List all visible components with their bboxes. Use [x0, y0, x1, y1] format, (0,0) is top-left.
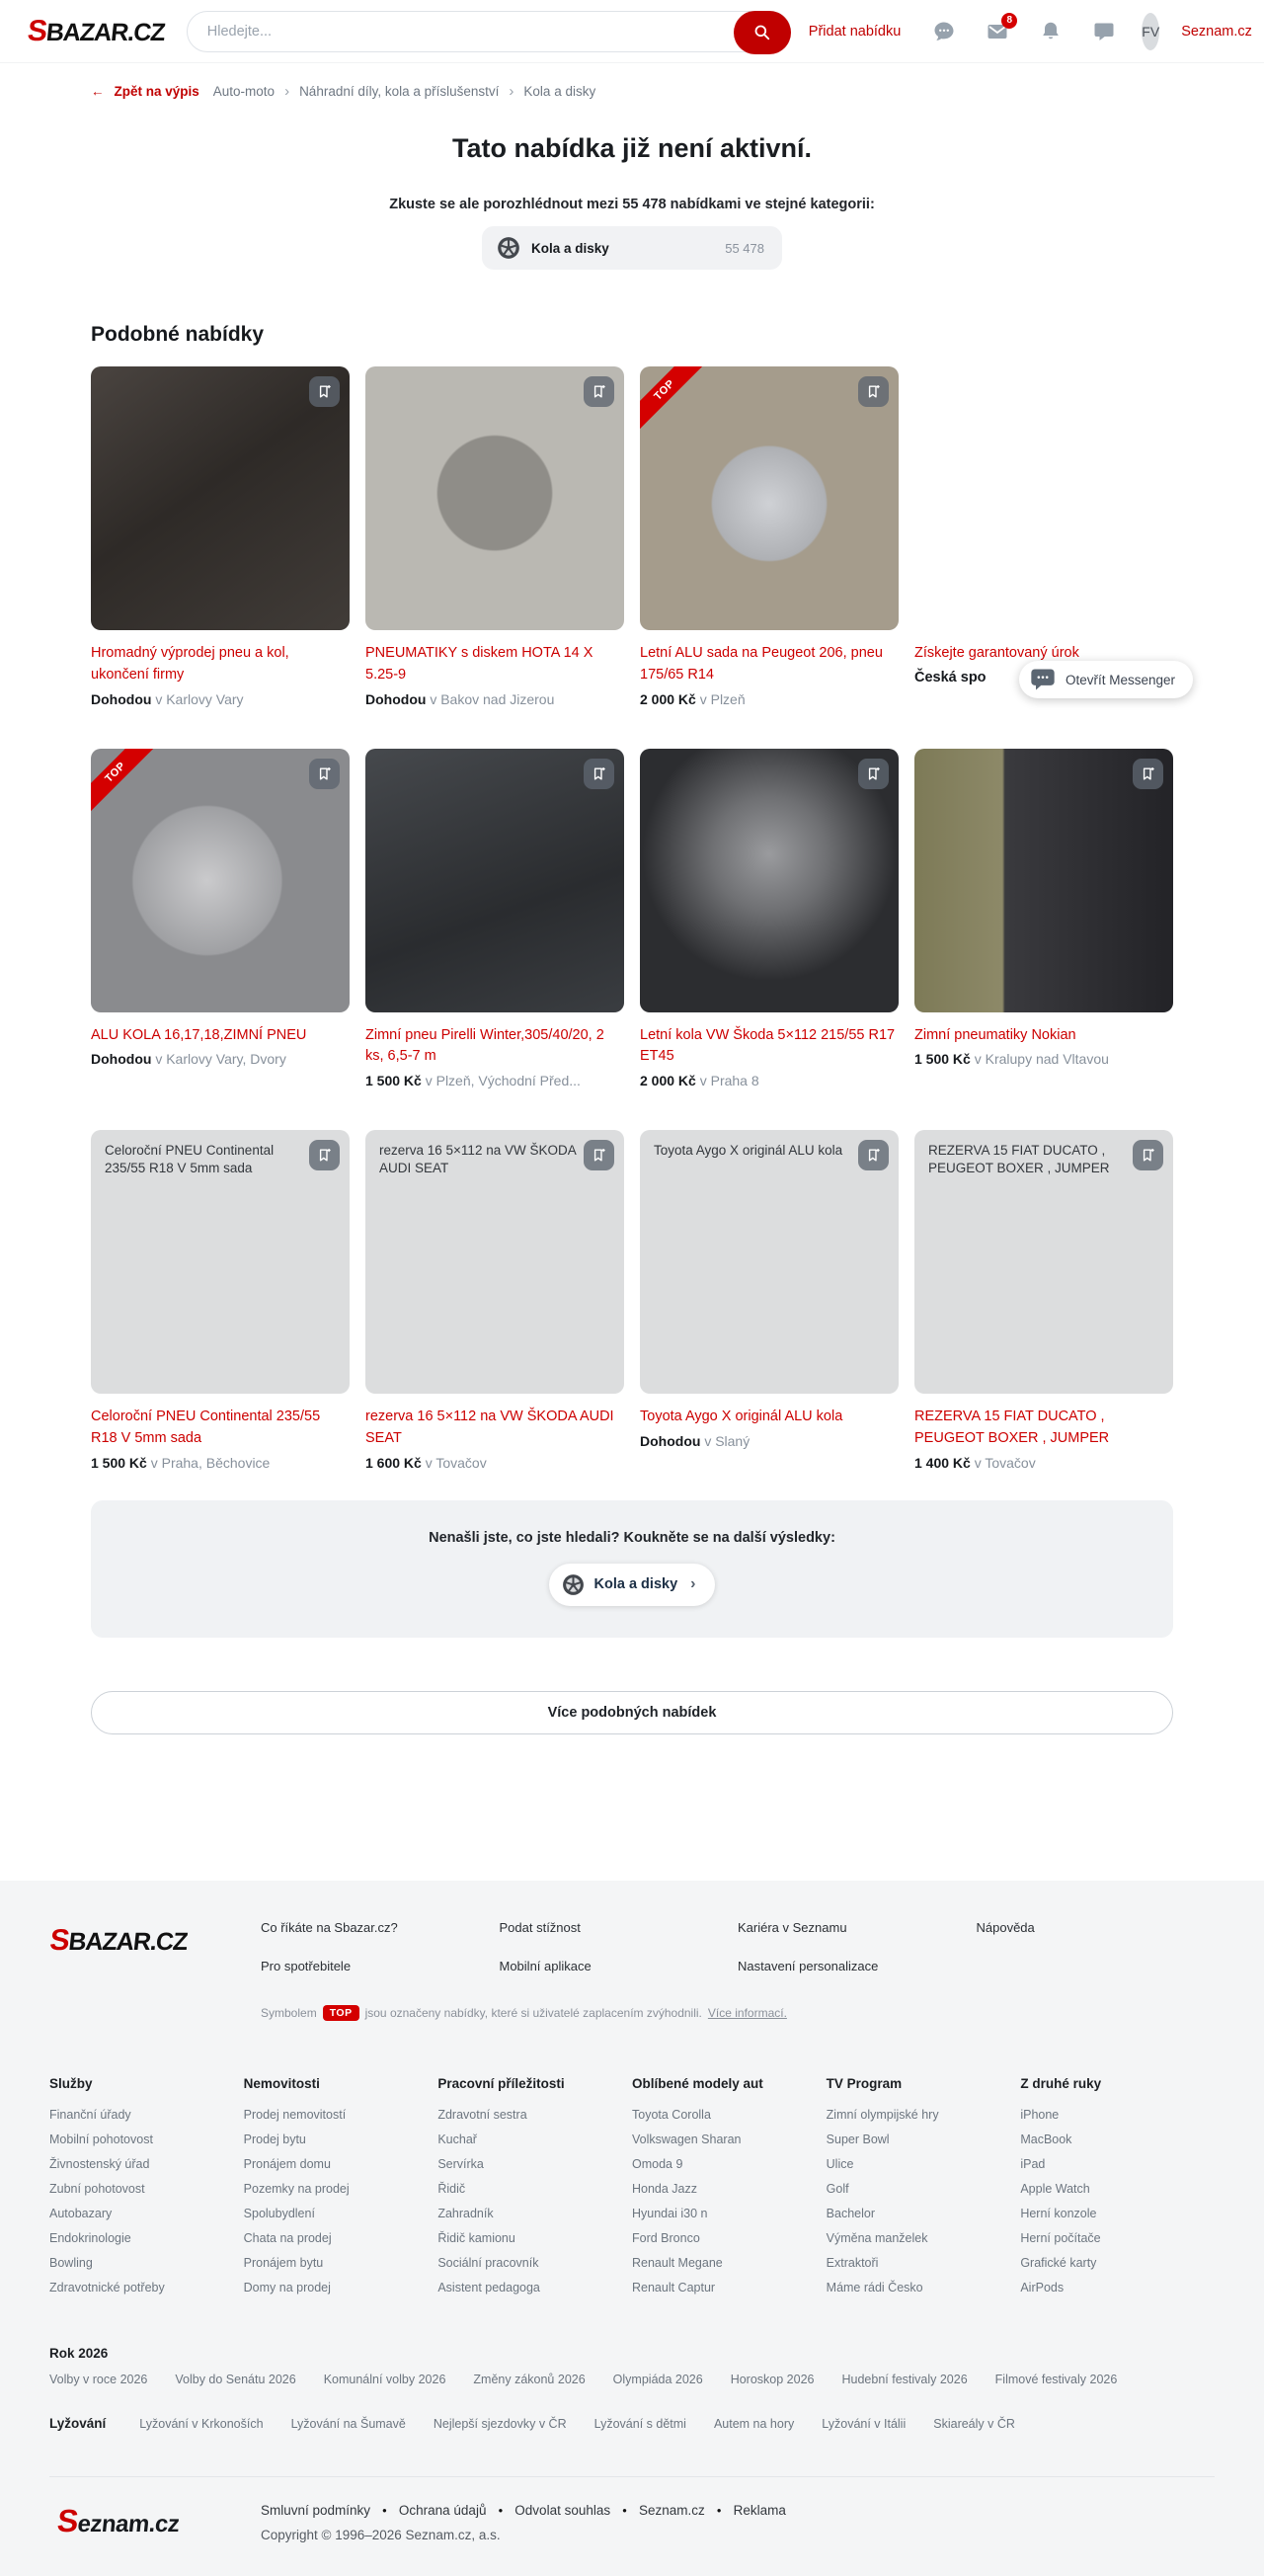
- legal-link[interactable]: Smluvní podmínky: [261, 2502, 371, 2518]
- footer-link[interactable]: Pro spotřebitele: [261, 1958, 352, 1973]
- footer-lyzovani-section: Lyžování Lyžování v Krkonoších Lyžování na Šumavě Nejlepší sjezdovky v ČR Lyžování s dětmi Autem na hory Lyžování v Itálii Skiareály v ČR: [49, 2415, 1015, 2431]
- avatar[interactable]: FV: [1142, 13, 1159, 50]
- footer-link[interactable]: Kuchař: [437, 2132, 477, 2146]
- listing-meta: 1 500 Kč v Praha, Běchovice: [91, 1454, 271, 1471]
- legal-link[interactable]: Seznam.cz: [638, 2502, 705, 2518]
- footer-link[interactable]: Zdravotní sestra: [437, 2107, 527, 2122]
- bookmark-icon[interactable]: [858, 759, 889, 789]
- footer-link[interactable]: Autem na hory: [713, 2416, 795, 2431]
- footer-link[interactable]: Co říkáte na Sbazar.cz?: [261, 1919, 398, 1935]
- footer-columns: [49, 2076, 1215, 2300]
- listing-photo-placeholder[interactable]: [640, 1130, 899, 1394]
- listing-meta: Dohodou v Bakov nad Jizerou: [365, 690, 555, 707]
- search-input[interactable]: [207, 24, 790, 40]
- seznam-logo[interactable]: Seznam.cz: [55, 2502, 181, 2538]
- listing-card[interactable]: [914, 749, 1173, 1089]
- footer-link[interactable]: Zubní pohotovost: [49, 2181, 145, 2196]
- footer-link[interactable]: iPhone: [1020, 2107, 1060, 2122]
- footer-link[interactable]: Zdravotnické potřeby: [49, 2280, 165, 2294]
- breadcrumb-item-3[interactable]: Kola a disky: [523, 84, 596, 99]
- footer-link[interactable]: Herní počítače: [1020, 2230, 1101, 2245]
- footer-link[interactable]: Super Bowl: [826, 2132, 890, 2146]
- ad-space: [914, 366, 1173, 630]
- footer-link[interactable]: Lyžování v Itálii: [822, 2416, 907, 2431]
- footer-link[interactable]: Zahradník: [437, 2206, 494, 2220]
- placeholder-title: Celoroční PNEU Continental 235/55 R18 V 5mm sada: [105, 1143, 275, 1176]
- footer-bottom: [49, 2476, 1215, 2576]
- listing-title[interactable]: Zimní pneu Pirelli Winter,305/40/20, 2 ks, 6,5-7 m: [365, 1026, 604, 1065]
- top-header: [0, 0, 1264, 63]
- listing-meta: Dohodou v Slaný: [640, 1432, 750, 1449]
- listing-title[interactable]: REZERVA 15 FIAT DUCATO , PEUGEOT BOXER , JUMPER: [914, 1409, 1110, 1446]
- footer-link[interactable]: Lyžování v Krkonoších: [139, 2416, 264, 2431]
- chevron-right-icon: ›: [284, 83, 290, 100]
- chat-icon[interactable]: [1092, 20, 1116, 43]
- footer-link[interactable]: Pronájem domu: [243, 2156, 331, 2171]
- placeholder-title: REZERVA 15 FIAT DUCATO , PEUGEOT BOXER , JUMPER: [928, 1143, 1110, 1176]
- listing-card[interactable]: [91, 1130, 350, 1471]
- breadcrumb-item-2[interactable]: Náhradní díly, kola a příslušenství: [299, 84, 500, 99]
- seznam-link[interactable]: Seznam.cz: [1181, 23, 1252, 40]
- footer-link[interactable]: Volkswagen Sharan: [632, 2132, 742, 2146]
- footer-column-sluzby: Služby Finanční úřady Mobilní pohotovost Živnostenský úřad Zubní pohotovost Autobazary Endokrinologie Bowling Zdravotnické potřeby: [49, 2075, 165, 2294]
- footer-link[interactable]: Řidič: [437, 2181, 466, 2196]
- footer-link[interactable]: Podat stížnost: [499, 1919, 581, 1935]
- listing-card[interactable]: [914, 1130, 1173, 1471]
- footer-link[interactable]: Prodej bytu: [243, 2132, 306, 2146]
- search-icon: [752, 23, 772, 42]
- footer-column-nemovitosti: Nemovitosti Prodej nemovitostí Prodej bytu Pronájem domu Pozemky na prodej Spolubydlení Chata na prodej Pronájem bytu Domy na prodej: [243, 2075, 350, 2294]
- listing-grid: [91, 366, 1173, 1471]
- footer-link[interactable]: iPad: [1020, 2156, 1046, 2171]
- sbazar-footer-logo[interactable]: SBAZAR.CZ: [47, 1923, 189, 1957]
- listing-card[interactable]: [640, 1130, 899, 1471]
- bookmark-icon[interactable]: [584, 376, 614, 407]
- footer-link[interactable]: Skiareály v ČR: [933, 2416, 1015, 2431]
- page-title: Tato nabídka již není aktivní.: [451, 133, 813, 163]
- listing-meta: 1 500 Kč v Kralupy nad Vltavou: [914, 1051, 1109, 1068]
- chevron-right-icon: ›: [509, 83, 514, 100]
- listing-meta: 1 600 Kč v Tovačov: [365, 1454, 487, 1471]
- listing-card[interactable]: [365, 749, 624, 1089]
- listing-card[interactable]: [640, 749, 899, 1089]
- footer-link[interactable]: Komunální volby 2026: [323, 2372, 446, 2386]
- footer-column-druha-ruka: Z druhé ruky iPhone MacBook iPad Apple Watch Herní konzole Herní počítače Grafické karty AirPods: [1020, 2075, 1102, 2294]
- footer-link[interactable]: Extraktoři: [826, 2255, 879, 2270]
- footer-link[interactable]: Změny zákonů 2026: [473, 2372, 586, 2386]
- logo-letter: S: [26, 14, 48, 47]
- footer-link[interactable]: Lyžování s dětmi: [593, 2416, 686, 2431]
- footer-link[interactable]: Apple Watch: [1020, 2181, 1090, 2196]
- ad-title[interactable]: Získejte garantovaný úrok: [914, 645, 1079, 661]
- listing-meta: 1 400 Kč v Tovačov: [914, 1454, 1036, 1471]
- footer-link[interactable]: Bachelor: [826, 2206, 875, 2220]
- search-bar: [187, 11, 791, 52]
- site-footer: [0, 1881, 1264, 2576]
- top-badge: TOP: [91, 749, 166, 824]
- wheel-icon: [496, 235, 521, 261]
- legal-link[interactable]: Odvolat souhlas: [514, 2502, 611, 2518]
- footer-link[interactable]: Mobilní pohotovost: [49, 2132, 153, 2146]
- footer-link[interactable]: Pronájem bytu: [243, 2255, 324, 2270]
- footer-link[interactable]: Renault Captur: [632, 2280, 716, 2294]
- footer-link[interactable]: Volby do Senátu 2026: [175, 2372, 296, 2386]
- bookmark-icon[interactable]: [858, 376, 889, 407]
- footer-link[interactable]: Servírka: [437, 2156, 484, 2171]
- footer-link[interactable]: Hyundai i30 n: [632, 2206, 708, 2220]
- top-explainer: Symbolem TOP jsou označeny nabídky, které si uživatelé zaplacením zvýhodnili. Více informací.: [261, 2005, 787, 2020]
- listing-card[interactable]: [365, 1130, 624, 1471]
- more-info-link[interactable]: Více informací.: [707, 2005, 787, 2020]
- listing-title[interactable]: Letní ALU sada na Peugeot 206, pneu 175/65 R14: [640, 645, 883, 683]
- listing-title[interactable]: Hromadný výprodej pneu a kol, ukončení firmy: [91, 645, 289, 683]
- listing-title[interactable]: rezerva 16 5×112 na VW ŠKODA AUDI SEAT: [365, 1409, 614, 1446]
- bookmark-icon[interactable]: [858, 1140, 889, 1170]
- prompt-text: Nenašli jste, co jste hledali? Koukněte se na další výsledky:: [429, 1529, 835, 1546]
- listing-photo-placeholder[interactable]: [914, 1130, 1173, 1394]
- messenger-bubble-icon: [1029, 666, 1057, 693]
- listing-meta: Dohodou v Karlovy Vary, Dvory: [91, 1051, 286, 1068]
- listing-meta: 2 000 Kč v Praha 8: [640, 1073, 759, 1088]
- footer-link[interactable]: Zimní olympijské hry: [826, 2107, 939, 2122]
- footer-link[interactable]: Výměna manželek: [826, 2230, 928, 2245]
- listing-card[interactable]: [91, 366, 350, 707]
- back-link[interactable]: ← Zpět na výpis: [91, 84, 199, 99]
- listing-title[interactable]: ALU KOLA 16,17,18,ZIMNÍ PNEU: [91, 1026, 307, 1043]
- footer-link[interactable]: Hudební festivaly 2026: [841, 2372, 968, 2386]
- footer-link[interactable]: Horoskop 2026: [730, 2372, 815, 2386]
- footer-link[interactable]: Nastavení personalizace: [738, 1958, 879, 1973]
- chevron-right-icon: ›: [690, 1575, 696, 1592]
- listing-card[interactable]: [640, 366, 899, 707]
- bookmark-icon[interactable]: [584, 759, 614, 789]
- placeholder-title: Toyota Aygo X originál ALU kola: [654, 1143, 843, 1158]
- listing-photo-placeholder[interactable]: [91, 1130, 350, 1394]
- footer-rok-section: Rok 2026 Volby v roce 2026 Volby do Senátu 2026 Komunální volby 2026 Změny zákonů 2026 Olympiáda 2026 Horoskop 2026 Hudební festivaly 2026 Filmové festivaly 2026: [49, 2345, 1118, 2386]
- footer-link[interactable]: AirPods: [1020, 2280, 1065, 2294]
- category-pill[interactable]: [482, 226, 782, 270]
- back-arrow-icon: ←: [91, 84, 105, 99]
- footer-link[interactable]: Renault Megane: [632, 2255, 723, 2270]
- listing-photo[interactable]: [91, 366, 350, 630]
- footer-link[interactable]: Toyota Corolla: [632, 2107, 711, 2122]
- footer-column-tv: TV Program Zimní olympijské hry Super Bowl Ulice Golf Bachelor Výměna manželek Extraktoři Máme rádi Česko: [826, 2075, 939, 2294]
- listing-title[interactable]: Toyota Aygo X originál ALU kola: [640, 1409, 843, 1424]
- listing-photo[interactable]: [91, 749, 350, 1012]
- listing-photo[interactable]: [365, 366, 624, 630]
- legal-link[interactable]: Reklama: [733, 2502, 786, 2518]
- legal-links: [261, 2503, 786, 2518]
- footer-link[interactable]: Spolubydlení: [243, 2206, 315, 2220]
- footer-link[interactable]: Honda Jazz: [632, 2181, 698, 2196]
- footer-link[interactable]: MacBook: [1020, 2132, 1072, 2146]
- listing-photo[interactable]: [914, 749, 1173, 1012]
- footer-link[interactable]: Sociální pracovník: [437, 2255, 539, 2270]
- listing-meta: 1 500 Kč v Plzeň, Východní Před...: [365, 1073, 581, 1088]
- footer-link[interactable]: Filmové festivaly 2026: [994, 2372, 1118, 2386]
- bookmark-icon[interactable]: [1133, 1140, 1163, 1170]
- notice-subtitle: Zkuste se ale porozhlédnout mezi 55 478 nabídkami ve stejné kategorii:: [389, 197, 875, 212]
- footer-link[interactable]: Ford Bronco: [632, 2230, 700, 2245]
- footer-link[interactable]: Mobilní aplikace: [499, 1958, 592, 1973]
- listing-photo[interactable]: [640, 366, 899, 630]
- footer-link[interactable]: Řidič kamionu: [437, 2230, 515, 2245]
- breadcrumb-item-1[interactable]: Auto-moto: [212, 84, 276, 99]
- listing-meta: Dohodou v Karlovy Vary: [91, 690, 244, 707]
- category-button[interactable]: Kola a disky ›: [549, 1564, 716, 1606]
- footer-link[interactable]: Grafické karty: [1020, 2255, 1097, 2270]
- listing-card[interactable]: [365, 366, 624, 707]
- top-badge: TOP: [640, 366, 715, 442]
- add-listing-link[interactable]: Přidat nabídku: [808, 23, 902, 40]
- open-messenger-button[interactable]: Otevřít Messenger: [1019, 661, 1193, 698]
- listing-photo[interactable]: [640, 749, 899, 1012]
- mail-icon[interactable]: [986, 15, 1013, 43]
- search-button[interactable]: [734, 11, 791, 54]
- footer-column-prace: Pracovní příležitosti Zdravotní sestra Kuchař Servírka Řidič Zahradník Řidič kamionu Sociální pracovník Asistent pedagoga: [437, 2075, 565, 2294]
- more-similar-button[interactable]: Více podobných nabídek: [91, 1691, 1173, 1734]
- footer-link[interactable]: Chata na prodej: [243, 2230, 332, 2245]
- footer-link[interactable]: Ulice: [826, 2156, 854, 2171]
- bookmark-icon[interactable]: [1133, 759, 1163, 789]
- footer-top-links: [261, 1920, 1215, 1973]
- header-icons: [932, 15, 1116, 43]
- footer-link[interactable]: Autobazary: [49, 2206, 113, 2220]
- footer-link[interactable]: Finanční úřady: [49, 2107, 131, 2122]
- footer-link[interactable]: Domy na prodej: [243, 2280, 331, 2294]
- footer-link[interactable]: Golf: [826, 2181, 849, 2196]
- copyright: Copyright © 1996–2026 Seznam.cz, a.s.: [261, 2527, 501, 2542]
- similar-heading: Podobné nabídky: [91, 323, 265, 346]
- inactive-notice: [91, 133, 1173, 270]
- top-badge: TOP: [323, 2005, 359, 2021]
- footer-link[interactable]: Nejlepší sjezdovky v ČR: [433, 2416, 567, 2431]
- mail-badge: 8: [1001, 13, 1017, 29]
- footer-link[interactable]: Kariéra v Seznamu: [738, 1919, 847, 1935]
- listing-meta: 2 000 Kč v Plzeň: [640, 690, 746, 707]
- legal-link[interactable]: Ochrana údajů: [398, 2502, 487, 2518]
- bell-icon[interactable]: [1039, 20, 1063, 43]
- wheel-icon: [561, 1572, 586, 1597]
- footer-link[interactable]: Lyžování na Šumavě: [290, 2416, 406, 2431]
- listing-card[interactable]: [91, 749, 350, 1089]
- listing-title[interactable]: Celoroční PNEU Continental 235/55 R18 V 5mm sada: [91, 1409, 321, 1446]
- footer-link[interactable]: Endokrinologie: [49, 2230, 131, 2245]
- footer-link[interactable]: Omoda 9: [632, 2156, 683, 2171]
- listing-title[interactable]: Zimní pneumatiky Nokian: [914, 1026, 1076, 1043]
- listing-title[interactable]: Letní kola VW Škoda 5×112 215/55 R17 ET45: [640, 1026, 896, 1065]
- footer-link[interactable]: Bowling: [49, 2255, 93, 2270]
- ad-card[interactable]: [914, 366, 1173, 707]
- bookmark-icon[interactable]: [309, 376, 340, 407]
- listing-title[interactable]: PNEUMATIKY s diskem HOTA 14 X 5.25-9: [365, 645, 593, 683]
- footer-link[interactable]: Prodej nemovitostí: [243, 2107, 347, 2122]
- bookmark-icon[interactable]: [309, 1140, 340, 1170]
- listing-photo-placeholder[interactable]: [365, 1130, 624, 1394]
- footer-link[interactable]: Asistent pedagoga: [437, 2280, 540, 2294]
- messenger-icon[interactable]: [932, 20, 956, 43]
- more-results-box: [91, 1500, 1173, 1638]
- category-label: Kola a disky: [531, 240, 609, 256]
- footer-link[interactable]: Olympiáda 2026: [612, 2372, 703, 2386]
- footer-link[interactable]: Pozemky na prodej: [243, 2181, 350, 2196]
- footer-link[interactable]: Nápověda: [976, 1919, 1035, 1935]
- footer-column-auta: Oblíbené modely aut Toyota Corolla Volkswagen Sharan Omoda 9 Honda Jazz Hyundai i30 n Ford Bronco Renault Megane Renault Captur: [632, 2075, 763, 2294]
- bookmark-icon[interactable]: [584, 1140, 614, 1170]
- footer-link[interactable]: Herní konzole: [1020, 2206, 1097, 2220]
- sbazar-logo[interactable]: SBAZAR.CZ: [26, 14, 167, 47]
- footer-link[interactable]: Volby v roce 2026: [49, 2372, 148, 2386]
- placeholder-title: rezerva 16 5×112 na VW ŠKODA AUDI SEAT: [379, 1143, 576, 1176]
- ad-advertiser: Česká spo: [914, 669, 987, 685]
- breadcrumb: [91, 63, 1173, 106]
- bookmark-icon[interactable]: [309, 759, 340, 789]
- category-count: 55 478: [725, 240, 764, 256]
- footer-link[interactable]: Máme rádi Česko: [826, 2280, 923, 2294]
- listing-photo[interactable]: [365, 749, 624, 1012]
- footer-link[interactable]: Živnostenský úřad: [49, 2156, 150, 2171]
